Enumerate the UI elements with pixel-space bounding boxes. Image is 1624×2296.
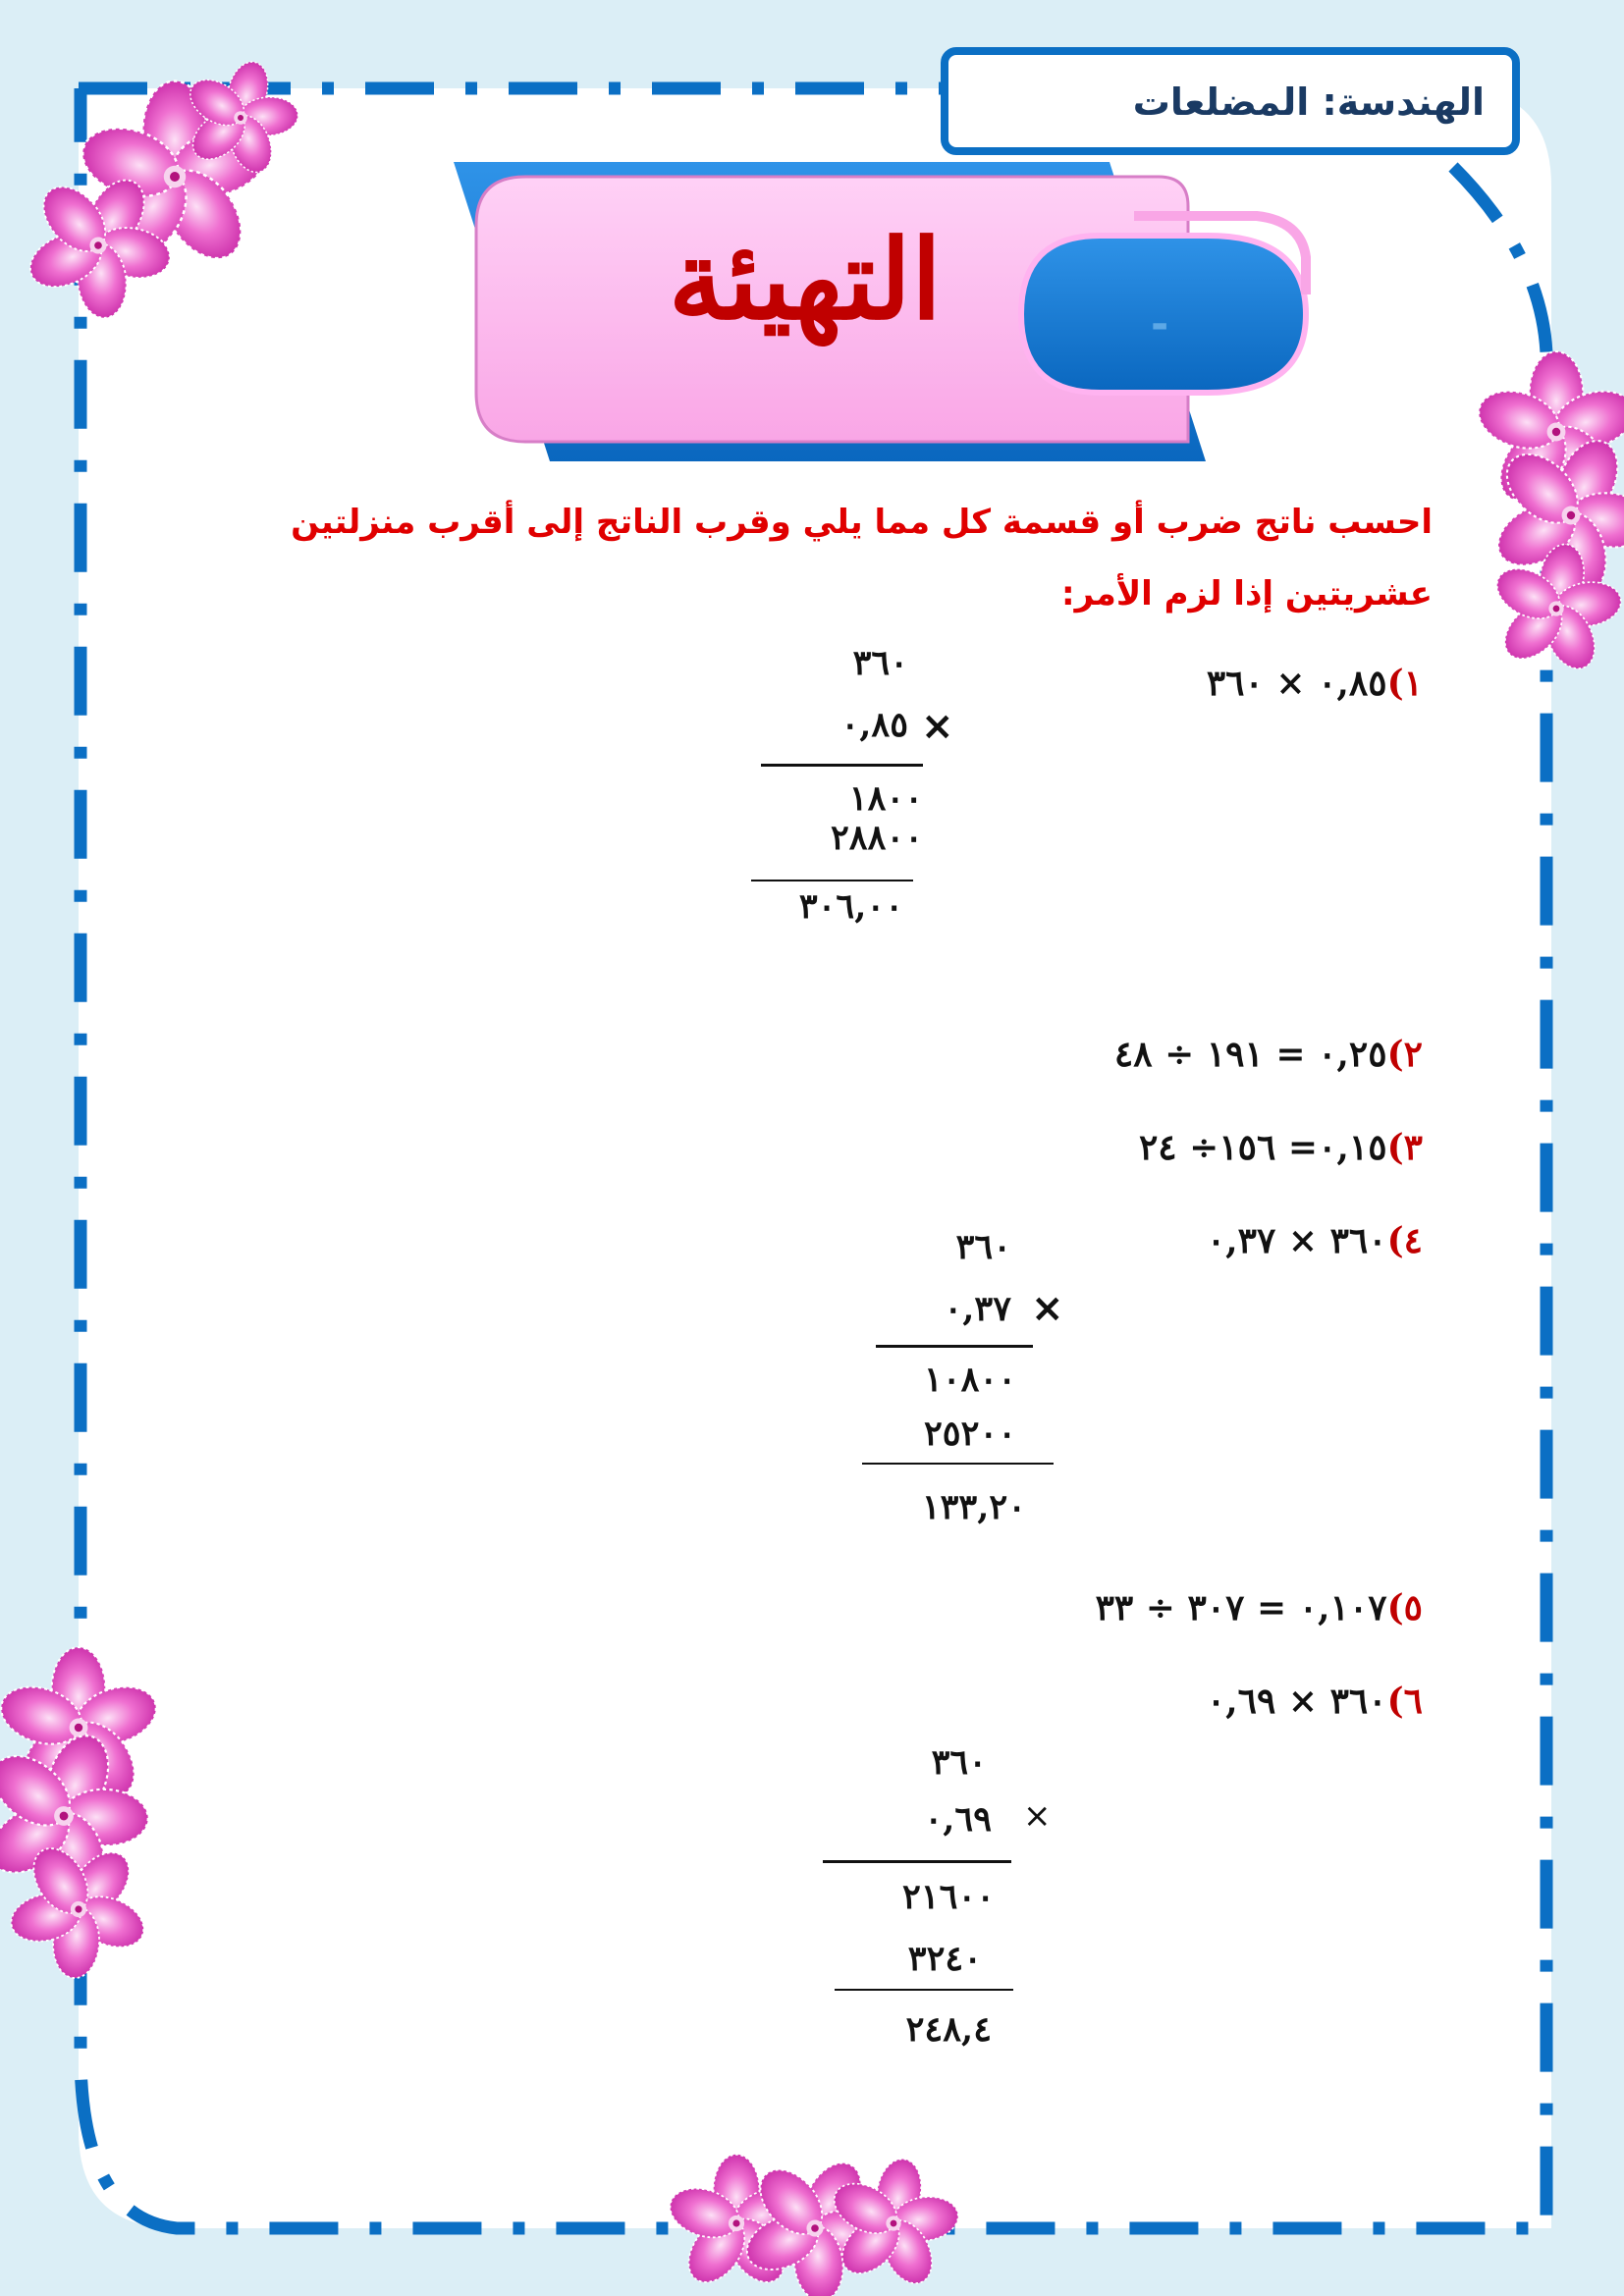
work-3-times-sign: ×: [1023, 1796, 1052, 1836]
problem-2: [1114, 1034, 1423, 1075]
work-1-rule-2: [751, 880, 913, 881]
work-2-rule-2: [862, 1463, 1054, 1465]
work-3-rule-2: [835, 1989, 1013, 1991]
work-3-result: ٢٤٨,٤: [905, 2009, 992, 2050]
problem-2-expression: ٠,٢٥ = ١٩١ ÷ ٤٨: [1113, 1034, 1387, 1075]
problem-4-number: ٤): [1386, 1220, 1423, 1261]
work-2-partial-2: ٢٥٢٠٠: [924, 1414, 1016, 1454]
work-1-multiplier: ٠,٨٥: [840, 705, 908, 745]
problem-2-number: ٢): [1386, 1034, 1423, 1075]
work-3-partial-2: ٣٢٤٠: [907, 1939, 982, 1979]
work-2-rule-1: [876, 1345, 1033, 1348]
work-3-rule-1: [823, 1860, 1011, 1863]
problem-5: [1096, 1587, 1423, 1629]
work-1-partial-1: ١٨٠٠: [848, 778, 923, 819]
problem-3-expression: ٠,١٥= ١٥٦÷ ٢٤: [1138, 1127, 1387, 1168]
work-1-result: ٣٠٦,٠٠: [798, 886, 903, 927]
problem-1-number: ١): [1386, 663, 1423, 704]
problem-1: [1207, 663, 1423, 704]
work-2-result: ١٣٣,٢٠: [921, 1487, 1026, 1527]
problem-6: [1207, 1681, 1423, 1722]
problem-6-number: ٦): [1386, 1681, 1423, 1722]
problem-5-number: ٥): [1386, 1587, 1423, 1629]
work-2-multiplier: ٠,٣٧: [944, 1289, 1011, 1329]
lesson-header-box: [941, 47, 1520, 155]
problem-1-expression: ٠,٨٥ × ٣٦٠: [1206, 663, 1387, 704]
problem-6-expression: ٣٦٠ × ٠,٦٩: [1206, 1681, 1387, 1722]
work-1-partial-2: ٢٨٨٠٠: [831, 818, 923, 858]
banner-number: -: [1151, 299, 1169, 349]
work-3-multiplicand: ٣٦٠: [931, 1742, 987, 1783]
problem-3-number: ٣): [1386, 1127, 1423, 1168]
work-3-partial-1: ٢١٦٠٠: [902, 1877, 995, 1917]
problem-4: [1207, 1220, 1423, 1261]
lesson-header-title: الهندسة: المضلعات: [1132, 80, 1485, 124]
work-1-multiplicand: ٣٦٠: [852, 643, 908, 683]
problem-3: [1139, 1127, 1423, 1168]
work-3-multiplier: ٠,٦٩: [924, 1799, 992, 1840]
problem-5-expression: ٠,١٠٧ = ٣٠٧ ÷ ٣٣: [1095, 1587, 1387, 1629]
instruction-line-1: احسب ناتج ضرب أو قسمة كل مما يلي وقرب الناتج إلى أقرب منزلتين: [291, 503, 1433, 542]
work-1-times-sign: ×: [921, 704, 954, 749]
problem-4-expression: ٣٦٠ × ٠,٣٧: [1206, 1220, 1387, 1261]
instruction-line-2: عشريتين إذا لزم الأمر:: [1061, 574, 1433, 614]
banner-title: التهيئة: [668, 216, 943, 345]
work-2-multiplicand: ٣٦٠: [955, 1227, 1011, 1267]
work-1-rule-1: [761, 764, 923, 767]
work-2-partial-1: ١٠٨٠٠: [924, 1360, 1016, 1400]
work-2-times-sign: ×: [1031, 1286, 1064, 1331]
